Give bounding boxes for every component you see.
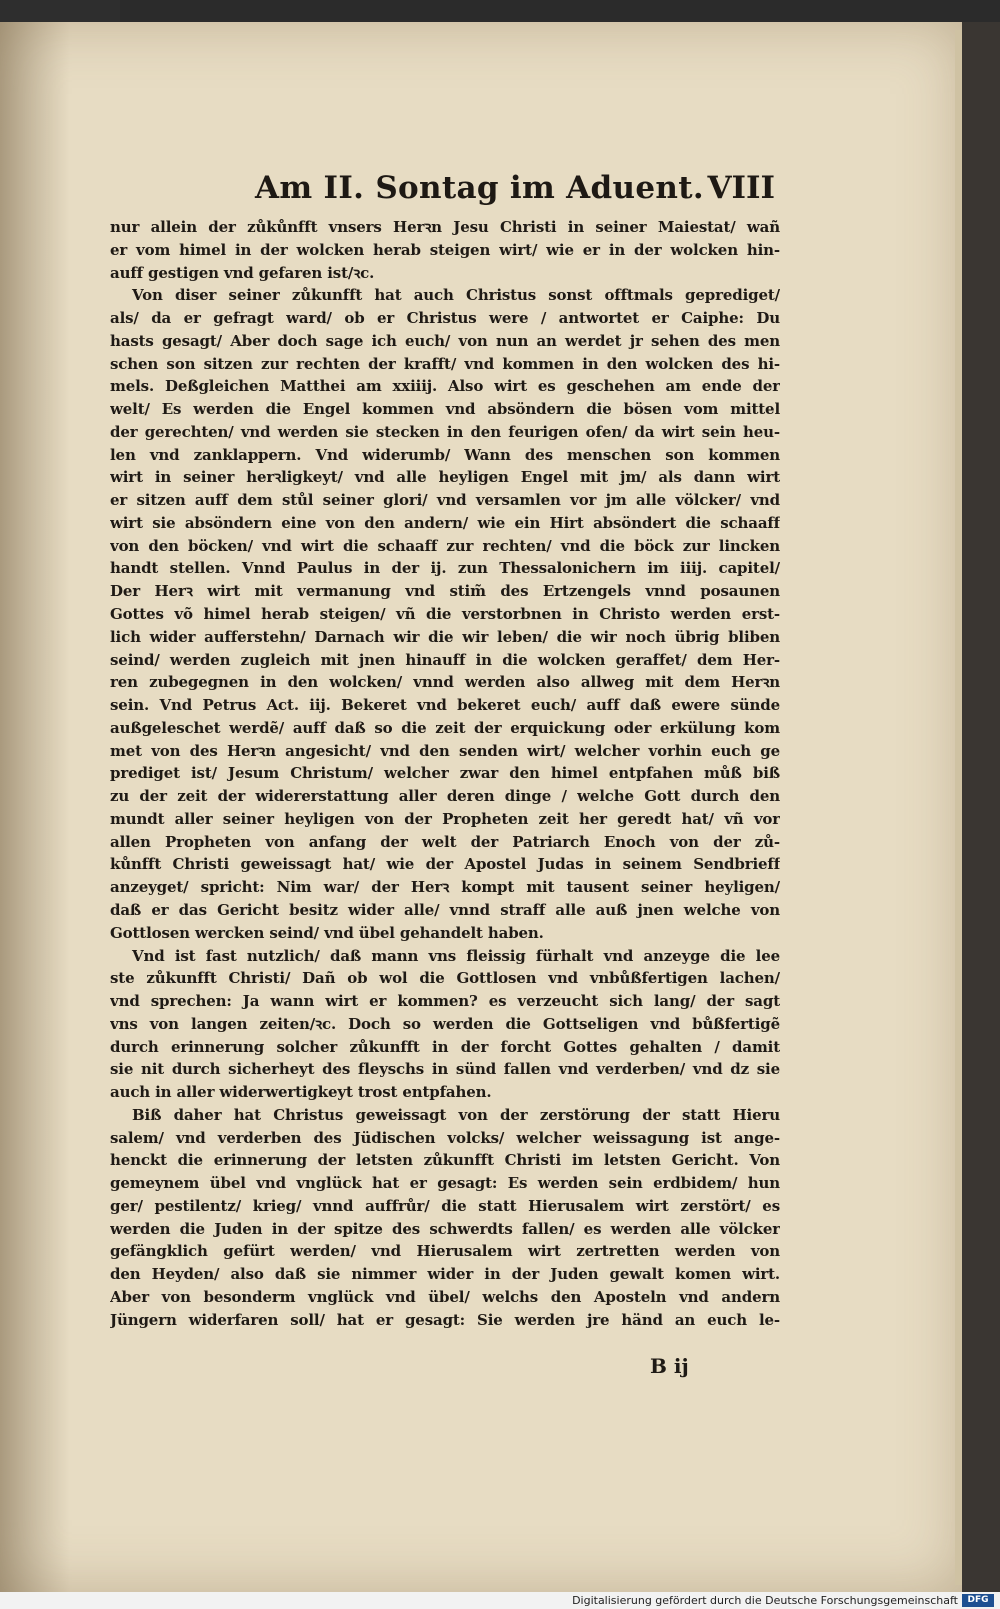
text-line: ger/ pestilentz/ krieg/ vnnd auffrůr/ die statt Hierusalem wirt zerstört/ es [110, 1196, 780, 1215]
page-header [255, 170, 775, 212]
text-line: er sitzen auff dem stůl seiner glori/ vnd versamlen vor jm alle völcker/ vnd [110, 491, 780, 510]
text-line: Der Herꝛ wirt mit vermanung vnd stim̃ des Ertzengels vnnd posaunen [110, 582, 780, 601]
credit-text: Digitalisierung gefördert durch die Deutsche Forschungsgemeinschaft [572, 1594, 958, 1607]
text-line: wirt in seiner herꝛligkeyt/ vnd alle heyligen Engel mit jm/ als dann wirt [110, 468, 780, 487]
running-title: Am II. Sontag im Aduent. [255, 170, 704, 206]
book-page [0, 22, 962, 1592]
credit-bar [0, 1592, 1000, 1609]
text-line: Aber von besonderm vnglück vnd übel/ welchs den Aposteln vnd andern [110, 1287, 780, 1306]
text-line: prediget ist/ Jesum Christum/ welcher zwar den himel entpfahen můß biß [110, 764, 780, 783]
text-line: handt stellen. Vnnd Paulus in der ij. zun Thessalonichern im iiij. capitel/ [110, 559, 780, 578]
text-line: nur allein der zůkůnfft vnsers Herꝛn Jesu Christi in seiner Maiestat/ wañ [110, 218, 780, 236]
folio-number: VIII [707, 170, 775, 206]
text-line: zu der zeit der widererstattung aller deren dinge / welche Gott durch den [110, 787, 780, 806]
text-line: len vnd zanklappern. Vnd widerumb/ Wann des menschen son kommen [110, 445, 780, 464]
text-line: henckt die erinnerung der letsten zůkunfft Christi im letsten Gericht. Von [110, 1151, 780, 1170]
text-line: schen son sitzen zur rechten der krafft/ vnd kommen in den wolcken des hi- [110, 354, 780, 373]
text-line: salem/ vnd verderben des Jüdischen volcks/ welcher weissagung ist ange- [110, 1128, 780, 1147]
text-line: Gottes võ himel herab steigen/ vñ die verstorbnen in Christo werden erst- [110, 605, 780, 624]
text-line: als/ da er gefragt ward/ ob er Christus were / antwortet er Caiphe: Du [110, 309, 780, 328]
text-line: vns von langen zeiten/ꝛc. Doch so werden die Gottseligen vnd bůßfertigẽ [110, 1014, 780, 1033]
text-line: allen Propheten von anfang der welt der Patriarch Enoch von der zů- [110, 832, 780, 851]
text-line: Vnd ist fast nutzlich/ daß mann vns fleissig fürhalt vnd anzeyge die lee [132, 946, 780, 965]
text-line: von den böcken/ vnd wirt die schaaff zur rechten/ vnd die böck zur lincken [110, 536, 780, 555]
text-line: seind/ werden zugleich mit jnen hinauff in die wolcken geraffet/ dem Her- [110, 650, 780, 669]
text-line: anzeyget/ spricht: Nim war/ der Herꝛ kompt mit tausent seiner heyligen/ [110, 878, 780, 897]
scan-margin [962, 22, 1000, 1592]
text-line: der gerechten/ vnd werden sie stecken in den feurigen ofen/ da wirt sein heu- [110, 422, 780, 441]
text-line: außgeleschet werdẽ/ auff daß so die zeit der erquickung oder erkülung kom [110, 718, 780, 737]
body-text [110, 216, 780, 1332]
text-line: Von diser seiner zůkunfft hat auch Christus sonst offtmals geprediget/ [132, 286, 780, 305]
text-line: welt/ Es werden die Engel kommen vnd absöndern die bösen vom mittel [110, 400, 780, 419]
text-line: vnd sprechen: Ja wann wirt er kommen? es verzeucht sich lang/ der sagt [110, 992, 780, 1011]
dfg-logo: DFG [962, 1594, 994, 1607]
text-line: hasts gesagt/ Aber doch sage ich euch/ von nun an werdet jr sehen des men [110, 331, 780, 350]
text-line: ren zubegegnen in den wolcken/ vnnd werden also allweg mit dem Herꝛn [110, 673, 780, 692]
text-line: werden die Juden in der spitze des schwerdts fallen/ es werden alle völcker [110, 1219, 780, 1238]
text-line: wirt sie absöndern eine von den andern/ wie ein Hirt absöndert die schaaff [110, 513, 780, 532]
text-line: gemeynem übel vnd vnglück hat er gesagt: Es werden sein erdbidem/ hun [110, 1174, 780, 1193]
text-line: met von des Herꝛn angesicht/ vnd den senden wirt/ welcher vorhin euch ge [110, 741, 780, 760]
text-line: kůnfft Christi geweissagt hat/ wie der Apostel Judas in seinem Sendbrieff [110, 855, 780, 874]
text-line: durch erinnerung solcher zůkunfft in der forcht Gottes gehalten / damit [110, 1037, 780, 1056]
text-line: lich wider aufferstehn/ Darnach wir die wir leben/ die wir noch übrig bliben [110, 627, 780, 646]
text-line: ste zůkunfft Christi/ Dañ ob wol die Gottlosen vnd vnbůßfertigen lachen/ [110, 969, 780, 988]
text-line: daß er das Gericht besitz wider alle/ vnnd straff alle auß jnen welche von [110, 900, 780, 919]
text-line: mels. Deßgleichen Matthei am xxiiij. Also wirt es geschehen am ende der [110, 377, 780, 396]
text-line: Gottlosen wercken seind/ vnd übel gehandelt haben. [110, 923, 544, 942]
text-line: sein. Vnd Petrus Act. iij. Bekeret vnd bekeret euch/ auff daß ewere sünde [110, 696, 780, 715]
signature-mark: B ij [650, 1354, 689, 1378]
text-line: Biß daher hat Christus geweissagt von der zerstörung der statt Hieru [132, 1105, 780, 1124]
text-line: sie nit durch sicherheyt des fleyschs in sünd fallen vnd verderben/ vnd dz sie [110, 1060, 780, 1079]
text-line: Jüngern widerfaren soll/ hat er gesagt: Sie werden jre händ an euch le- [110, 1310, 780, 1329]
text-line: gefängklich gefürt werden/ vnd Hierusalem wirt zertretten werden von [110, 1242, 780, 1261]
text-line: den Heyden/ also daß sie nimmer wider in der Juden gewalt komen wirt. [110, 1265, 780, 1284]
text-line: auff gestigen vnd gefaren ist/ꝛc. [110, 263, 375, 282]
text-line: auch in aller widerwertigkeyt trost entpfahen. [110, 1083, 492, 1102]
text-line: er vom himel in der wolcken herab steigen wirt/ wie er in der wolcken hin- [110, 240, 780, 259]
text-line: mundt aller seiner heyligen von der Propheten zeit her geredt hat/ vñ vor [110, 809, 780, 828]
